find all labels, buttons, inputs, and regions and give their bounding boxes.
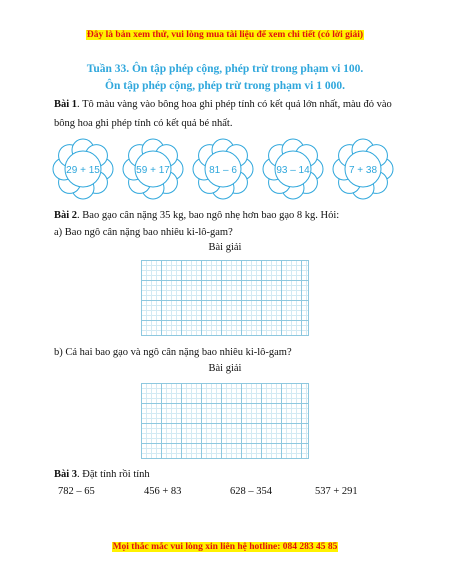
preview-banner-text: Đây là bản xem thử, vui lòng mua tài liệu để xem chi tiết (có lời giải) <box>86 30 364 40</box>
flower[interactable] <box>263 139 323 199</box>
calc-item: 628 – 354 <box>230 486 272 497</box>
week-title: Tuần 33. Ôn tập phép cộng, phép trừ trong phạm vi 100. <box>86 63 364 75</box>
exercise-1-text: . Tô màu vàng vào bông hoa ghi phép tính có kết quả lớn nhất, màu đỏ vào bông hoa ghi phép tính có kết quả bé nhất. <box>54 99 392 129</box>
hotline-banner-text: Mọi thắc mắc vui lòng xin liên hệ hotline: 084 283 45 85 <box>112 542 338 552</box>
exercise-2-label: Bài 2 <box>54 210 78 221</box>
hotline-banner <box>0 536 450 554</box>
flower[interactable] <box>123 139 183 199</box>
flower-label: 93 – 14 <box>276 165 310 176</box>
exercise-2-text: . Bao gạo cân nặng 35 kg, bao ngô nhẹ hơn bao gạo 8 kg. Hỏi: <box>77 210 340 221</box>
exercise-2a-question: a) Bao ngô cân nặng bao nhiêu ki-lô-gam? <box>54 227 233 238</box>
flower[interactable] <box>193 139 253 199</box>
calc-item: 782 – 65 <box>58 486 95 497</box>
exercise-1-label: Bài 1 <box>54 99 78 110</box>
flower[interactable] <box>333 139 393 199</box>
calc-item: 456 + 83 <box>144 486 182 497</box>
flowers-row <box>48 138 398 200</box>
exercise-1 <box>54 95 404 133</box>
flower-label: 59 + 17 <box>136 165 170 176</box>
exercise-3-text: . Đặt tính rồi tính <box>77 469 150 480</box>
flower[interactable] <box>53 139 113 199</box>
answer-grid-a[interactable] <box>141 260 309 336</box>
preview-banner <box>0 24 450 42</box>
exercise-3-label: Bài 3 <box>54 469 78 480</box>
calc-item: 537 + 291 <box>315 486 358 497</box>
flower-label: 7 + 38 <box>348 165 378 176</box>
solution-label-a: Bài giải <box>208 242 242 253</box>
solution-label-b: Bài giải <box>208 363 242 374</box>
lesson-title: Ôn tập phép cộng, phép trừ trong phạm vi 1 000. <box>105 80 345 92</box>
exercise-2b-question: b) Cả hai bao gạo và ngô cân nặng bao nhiêu ki-lô-gam? <box>54 347 292 358</box>
exercise-3 <box>54 465 404 484</box>
flower-label: 29 + 15 <box>66 165 100 176</box>
flower-label: 81 – 6 <box>209 165 237 176</box>
answer-grid-b[interactable] <box>141 383 309 459</box>
